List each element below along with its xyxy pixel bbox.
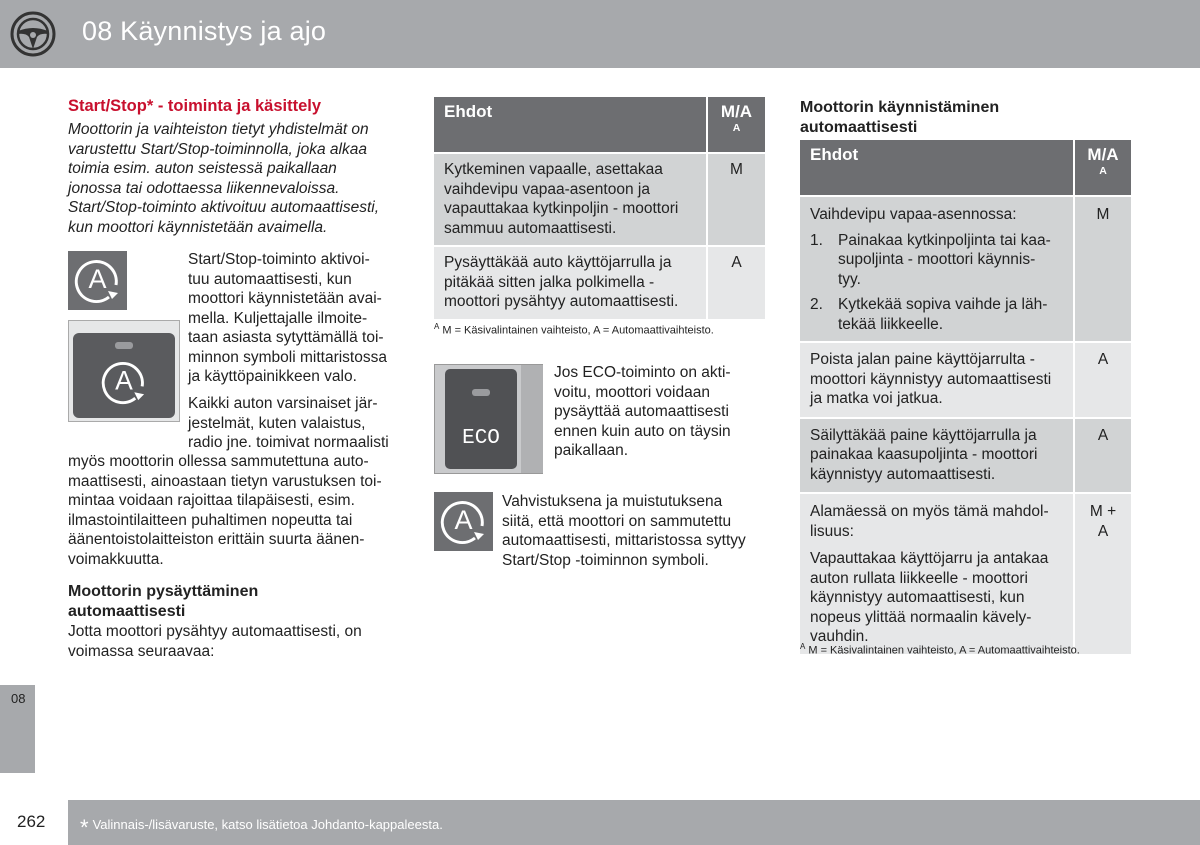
text-line: mintaa voidaan rajoittaa tilapäisesti, esim. (68, 492, 355, 509)
list-item (810, 295, 1063, 334)
cell-line: sammuu automaattisesti. (444, 219, 617, 237)
cell-line: moottori käynnistyy automaattisesti (810, 370, 1052, 388)
footnote-text: M = Käsivalintainen vaihteisto, A = Automaattivaihteisto. (808, 644, 1080, 657)
ma-cell: A (708, 245, 765, 319)
text-line: ennen kuin auto on täysin (554, 422, 731, 440)
text-line: Vahvistuksena ja muistutuksena (502, 493, 723, 510)
condition-cell (434, 152, 708, 245)
text-line: Kaikki auton varsinaiset jär- (188, 395, 378, 412)
eco-button-frame (521, 365, 543, 473)
cell-line: ja matka voi jatkua. (810, 390, 943, 407)
cell-line: vauhdin. (810, 628, 869, 645)
auto-start-stop-icon (99, 357, 149, 407)
text-line: voitu, moottori voidaan (554, 383, 710, 401)
list-item (810, 231, 1063, 290)
text-line: moottori käynnistetään avai- (188, 290, 382, 307)
intro-line: Start/Stop-toiminto aktivoituu automaattisesti, (68, 199, 380, 216)
text-line: paikallaan. (554, 442, 629, 459)
start-stop-activation-text (188, 250, 403, 387)
footnote-text: M = Käsivalintainen vaihteisto, A = Automaattivaihteisto. (442, 324, 714, 337)
start-stop-indicator-icon (68, 251, 127, 310)
auto-start-stop-icon (438, 496, 489, 547)
cell-line: moottori pysähtyy automaattisesti. (444, 293, 679, 310)
stop-conditions-table (434, 97, 765, 319)
cell-line: Pysäyttäkää auto käyttöjarrulla ja (444, 254, 672, 271)
ma-header-sup: A (1099, 164, 1107, 177)
table-header-row (434, 97, 765, 152)
ma-header-sup: A (732, 121, 741, 134)
table-row (434, 245, 765, 319)
text-line: voimassa seuraavaa: (68, 642, 215, 660)
ma-header-label: M/A (1087, 145, 1119, 164)
cell-line: auton rullata liikkeelle - moottori (810, 569, 1028, 587)
heading-line: Moottorin käynnistäminen (800, 99, 1000, 116)
step-number: 1. (810, 231, 823, 249)
ma-header (708, 97, 765, 152)
chapter-tab-label: 08 (11, 691, 26, 706)
cell-line: vapauttakaa kytkinpoljin - moottori (444, 200, 679, 217)
cell-line: painakaa kaasupoljinta - moottori (810, 446, 1038, 463)
conditions-header: Ehdot (434, 97, 708, 152)
text-line: Start/Stop -toiminnon symboli. (502, 551, 709, 569)
text-line: automaattisesti, mittaristossa syttyy (502, 532, 746, 549)
systems-text-full (68, 452, 403, 569)
footnote-mark: A (434, 322, 440, 331)
cell-line: nopeus ylittää normaalin kävely- (810, 608, 1032, 626)
eco-led (472, 389, 490, 396)
conditions-header: Ehdot (800, 140, 1075, 195)
table-row (800, 417, 1131, 493)
heading-line: automaattisesti (800, 119, 918, 136)
stop-subheading (68, 582, 403, 622)
button-face (73, 333, 175, 418)
cell-line: Vapauttakaa käyttöjarru ja antakaa (810, 550, 1049, 567)
confirm-symbol: A (454, 505, 473, 535)
cell-line: vaihdevipu vapaa-asentoon ja (444, 180, 650, 198)
eco-label: ECO (462, 427, 500, 450)
cell-line: käynnistyy automaattisesti, kun (810, 589, 1025, 606)
condition-cell (434, 245, 708, 319)
eco-button-image (434, 364, 543, 474)
cell-line: Poista jalan paine käyttöjarrulta - (810, 351, 1035, 368)
systems-text-short (188, 394, 403, 453)
text-line: jestelmät, kuten valaistus, (188, 414, 366, 432)
text-line: tuu automaattisesti, kun (188, 270, 352, 288)
text-line: äänentoistolaitteiston erittäin suurta äänen- (68, 531, 365, 548)
table-row (800, 341, 1131, 417)
text-line: voimakkuutta. (68, 550, 164, 568)
ma-line: A (1097, 522, 1109, 540)
confirm-text (502, 492, 770, 570)
footnote-star: * (80, 815, 89, 840)
condition-cell (800, 417, 1075, 493)
ma-line: M + (1089, 503, 1117, 520)
step-line: tyy. (838, 270, 861, 288)
ma-cell: A (1075, 341, 1131, 417)
text-line: mella. Kuljettajalle ilmoite- (188, 309, 368, 327)
table-footnote (800, 642, 1080, 657)
cell-spacer (810, 541, 1063, 549)
section-heading: Start/Stop* - toiminta ja käsittely (68, 97, 322, 115)
condition-cell (800, 195, 1075, 341)
text-line: Jotta moottori pysähtyy automaattisesti, on (68, 623, 362, 640)
text-line: myös moottorin ollessa sammutettuna auto- (68, 453, 369, 470)
cell-line: Vaihdevipu vapaa-asennossa: (810, 206, 1017, 223)
text-line: siitä, että moottori on sammutettu (502, 512, 732, 530)
text-line: taan asiasta sytyttämällä toi- (188, 329, 384, 346)
step-list (810, 231, 1063, 335)
start-stop-button-image (68, 320, 180, 422)
text-line: Jos ECO-toiminto on akti- (554, 364, 731, 381)
text-line: maattisesti, ainoastaan tietyn varustuksen toi- (68, 472, 382, 490)
ma-header-label: M/A (720, 102, 753, 121)
table-footnote (434, 322, 714, 337)
cell-line: Kytkeminen vapaalle, asettakaa (444, 161, 663, 178)
button-led (115, 342, 133, 349)
step-line: tekää liikkeelle. (838, 315, 944, 333)
ma-header (1075, 140, 1131, 195)
text-line: ilmastointilaitteen puhaltimen nopeutta tai (68, 511, 353, 529)
cell-line: Alamäessä on myös tämä mahdol- (810, 503, 1049, 520)
page-number: 262 (17, 812, 46, 831)
cell-line: lisuus: (810, 522, 854, 540)
steering-wheel-icon (10, 11, 56, 57)
table-row (800, 195, 1131, 341)
text-line: ja käyttöpainikkeen valo. (188, 368, 357, 385)
intro-line: kun moottori käynnistetään avaimella. (68, 218, 328, 236)
eco-button-face (445, 369, 517, 469)
column-1 (68, 96, 403, 237)
stop-section (68, 582, 403, 661)
intro-line: Moottorin ja vaihteiston tietyt yhdistelmät on (68, 121, 369, 138)
page-header (0, 0, 1200, 68)
start-section-heading (800, 98, 1131, 138)
intro-line: toimia esim. auton seistessä paikallaan (68, 160, 337, 177)
subheading-line: Moottorin pysäyttäminen (68, 583, 259, 600)
ma-cell: M (1075, 195, 1131, 341)
table-row (434, 152, 765, 245)
cell-line: Säilyttäkää paine käyttöjarrulla ja (810, 426, 1037, 444)
footnote-mark: A (800, 642, 806, 651)
step-number: 2. (810, 296, 823, 313)
ma-cell (1075, 492, 1131, 654)
condition-cell (800, 492, 1075, 654)
auto-start-stop-icon (72, 255, 123, 306)
eco-text (554, 363, 769, 461)
page-title: 08 Käynnistys ja ajo (82, 16, 327, 46)
step-line: supoljinta - moottori käynnis- (838, 251, 1036, 268)
subheading-line: automaattisesti (68, 603, 186, 620)
footer-note (80, 815, 443, 841)
ma-cell: A (1075, 417, 1131, 493)
intro-line: jonossa tai odottaessa liikennevaloissa. (68, 179, 340, 197)
ma-cell: M (708, 152, 765, 245)
intro-line: varustettu Start/Stop-toiminnolla, joka alkaa (68, 140, 367, 158)
condition-cell (800, 341, 1075, 417)
start-conditions-table (800, 140, 1131, 654)
button-symbol: A (115, 365, 133, 396)
start-stop-confirm-icon (434, 492, 493, 551)
cell-line: pitäkää sitten jalka polkimella - (444, 273, 655, 291)
indicator-symbol: A (88, 264, 107, 294)
text-line: radio jne. toimivat normaalisti (188, 434, 389, 451)
step-line: Painakaa kytkinpoljinta tai kaa- (838, 231, 1051, 249)
intro-text (68, 120, 403, 237)
text-line: Start/Stop-toiminto aktivoi- (188, 251, 370, 268)
table-row (800, 492, 1131, 654)
step-line: Kytkekää sopiva vaihde ja läh- (838, 296, 1048, 313)
text-line: pysäyttää automaattisesti (554, 403, 729, 420)
cell-line: käynnistyy automaattisesti. (810, 465, 996, 483)
text-line: minnon symboli mittaristossa (188, 348, 387, 366)
footer-note-text: Valinnais-/lisävaruste, katso lisätietoa Johdanto-kappaleesta. (92, 817, 443, 832)
table-header-row (800, 140, 1131, 195)
